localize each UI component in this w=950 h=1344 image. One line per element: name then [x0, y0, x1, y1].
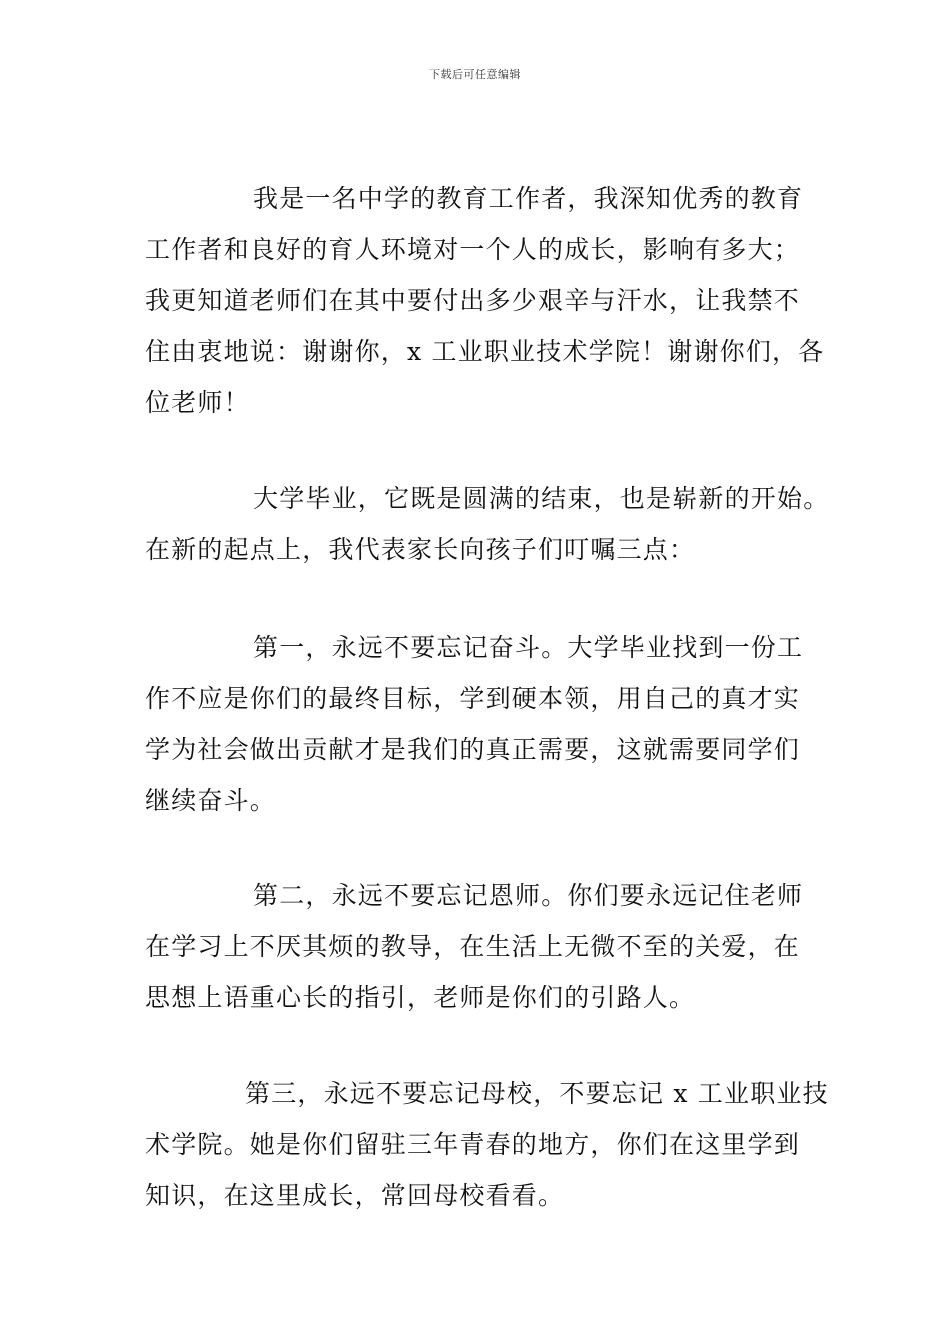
paragraph-4	[145, 870, 817, 1023]
paragraph-line: 我是一名中学的教育工作者，我深知优秀的教育	[253, 184, 804, 213]
paragraph-line: 继续奋斗。	[145, 786, 277, 815]
paragraph-line: 在学习上不厌其烦的教导，在生活上无微不至的关爱，在	[145, 932, 801, 961]
paragraph-line: 知识，在这里成长，常回母校看看。	[145, 1181, 565, 1210]
paragraph-line: 思想上语重心长的指引，老师是你们的引路人。	[145, 983, 696, 1012]
paragraph-line: 在新的起点上，我代表家长向孩子们叮嘱三点：	[145, 535, 696, 564]
paragraph-1	[145, 173, 825, 428]
paragraph-2	[145, 473, 830, 575]
paragraph-5	[145, 1068, 829, 1221]
paragraph-line: 作不应是你们的最终目标，学到硬本领，用自己的真才实	[145, 684, 801, 713]
paragraph-line: 术学院。她是你们留驻三年青春的地方，你们在这里学到	[145, 1130, 801, 1159]
paragraph-3	[145, 622, 817, 826]
paragraph-line: 住由衷地说：谢谢你，x 工业职业技术学院！谢谢你们，各	[145, 337, 825, 366]
paragraph-line: 大学毕业，它既是圆满的结束，也是崭新的开始。	[253, 484, 830, 513]
paragraph-line: 工作者和良好的育人环境对一个人的成长，影响有多大；	[145, 235, 801, 264]
header-note: 下载后可任意编辑	[429, 68, 521, 81]
paragraph-line: 位老师！	[145, 388, 250, 417]
paragraph-line: 我更知道老师们在其中要付出多少艰辛与汗水，让我禁不	[145, 286, 801, 315]
paragraph-line: 学为社会做出贡献才是我们的真正需要，这就需要同学们	[145, 735, 801, 764]
paragraph-line: 第二，永远不要忘记恩师。你们要永远记住老师	[253, 881, 804, 910]
paragraph-line: 第一，永远不要忘记奋斗。大学毕业找到一份工	[253, 633, 804, 662]
paragraph-line: 第三，永远不要忘记母校，不要忘记 x 工业职业技	[245, 1079, 829, 1108]
